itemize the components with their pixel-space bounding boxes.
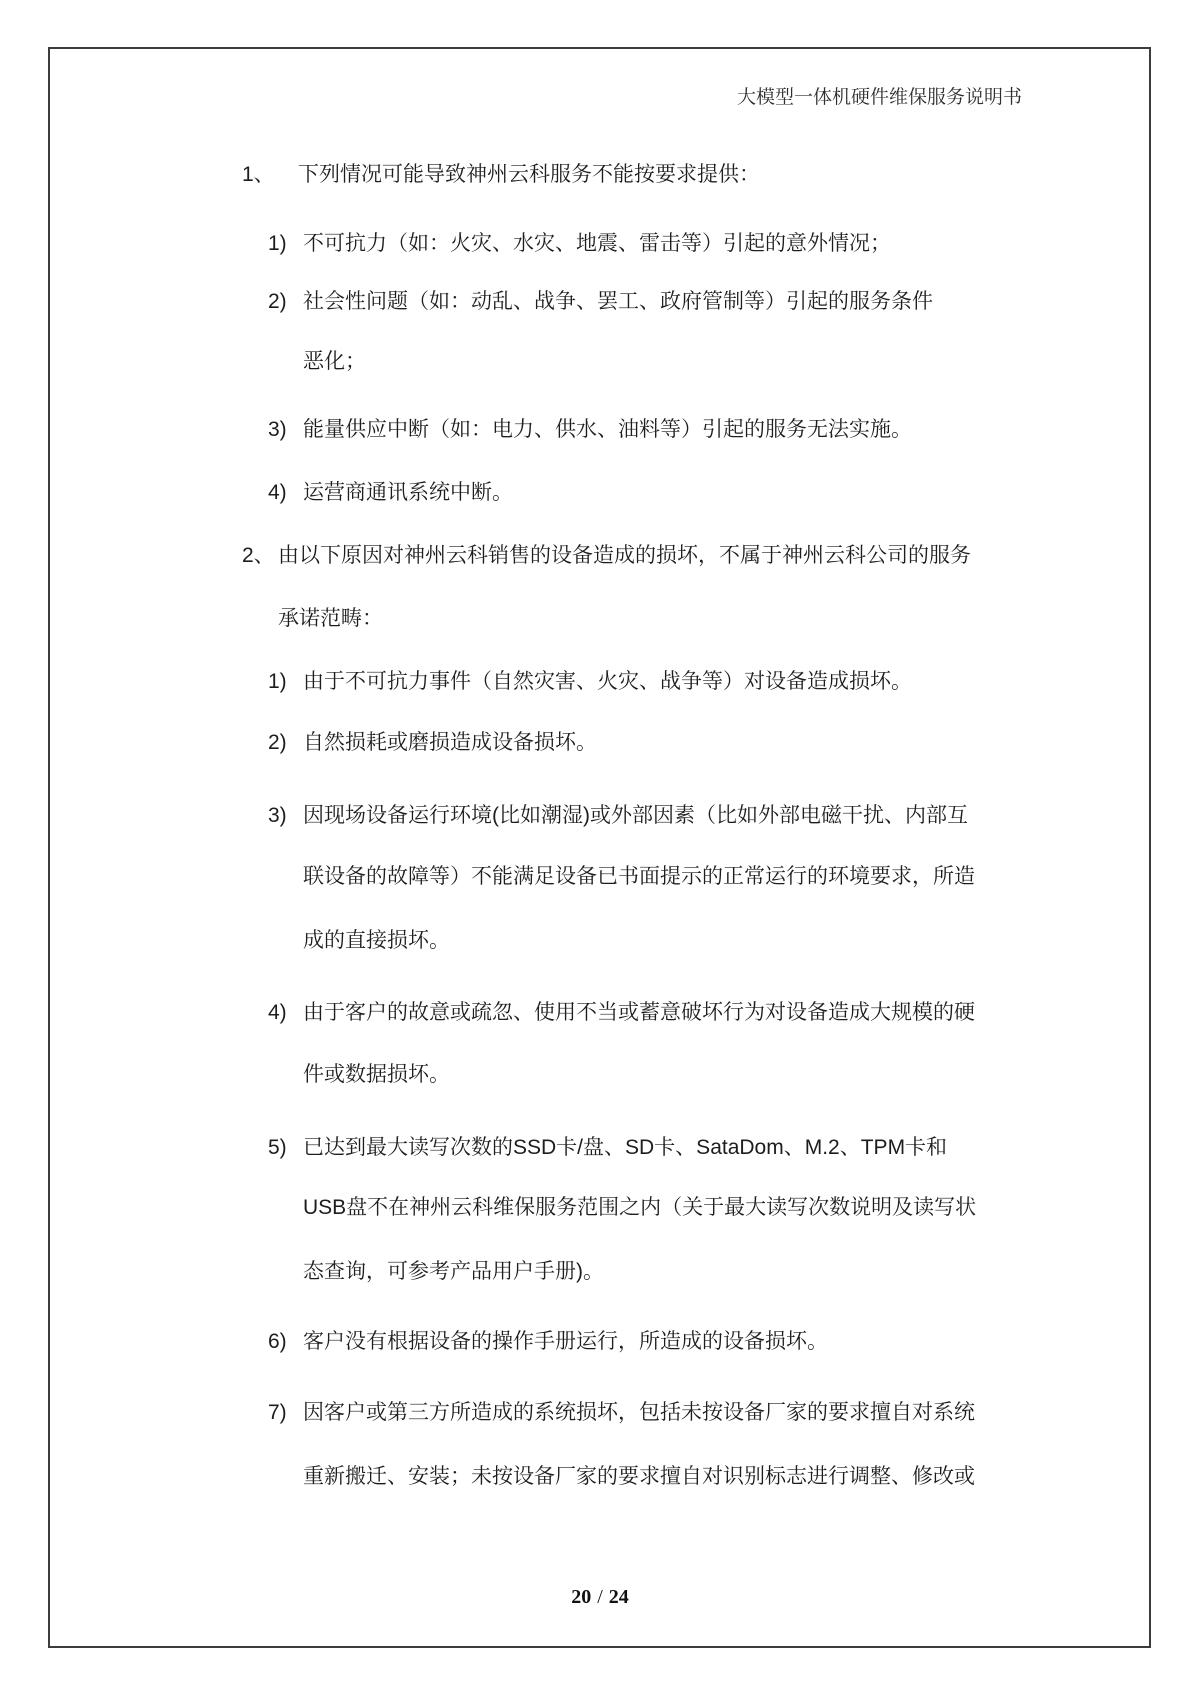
- list-item-number: 3): [268, 418, 287, 441]
- list-item-number: 3): [268, 804, 287, 827]
- list-item-text: 恶化；: [303, 350, 366, 373]
- list-item-number: 1): [268, 670, 287, 693]
- doc-line: [0, 604, 1200, 634]
- list-item-text: USB盘不在神州云科维保服务范围之内（关于最大读写次数说明及读写状: [303, 1196, 977, 1219]
- list-item-number: 4): [268, 481, 287, 504]
- doc-line: [0, 1257, 1200, 1287]
- list-item-text: 成的直接损坏。: [303, 929, 450, 952]
- doc-line: [0, 926, 1200, 956]
- list-item-text: 运营商通讯系统中断。: [303, 481, 513, 504]
- list-item-text: 态查询，可参考产品用户手册)。: [303, 1260, 604, 1283]
- doc-line: [0, 347, 1200, 377]
- list-item-text: 承诺范畴：: [278, 607, 383, 630]
- list-item-number: 1): [268, 232, 287, 255]
- document-header-title: 大模型一体机硬件维保服务说明书: [737, 87, 1023, 108]
- doc-line: [0, 229, 1200, 259]
- list-item-text: 因现场设备运行环境(比如潮湿)或外部因素（比如外部电磁干扰、内部互: [303, 804, 968, 827]
- doc-line: [0, 1193, 1200, 1223]
- doc-line: [0, 862, 1200, 892]
- list-item-text: 因客户或第三方所造成的系统损坏，包括未按设备厂家的要求擅自对系统: [303, 1401, 975, 1424]
- doc-line: [0, 728, 1200, 758]
- list-item-number: 1、: [242, 163, 275, 186]
- list-item-text: 由于不可抗力事件（自然灾害、火灾、战争等）对设备造成损坏。: [303, 670, 912, 693]
- list-item-text: 不可抗力（如：火灾、水灾、地震、雷击等）引起的意外情况；: [303, 232, 891, 255]
- doc-line: [0, 1398, 1200, 1428]
- footer-total-pages: 24: [608, 1586, 629, 1608]
- doc-line: [0, 1462, 1200, 1492]
- list-item-text: 重新搬迁、安装；未按设备厂家的要求擅自对识别标志进行调整、修改或: [303, 1465, 975, 1488]
- doc-line: [0, 415, 1200, 445]
- doc-line: [0, 160, 1200, 190]
- doc-line: [0, 287, 1200, 317]
- list-item-number: 2): [268, 731, 287, 754]
- list-item-text: 能量供应中断（如：电力、供水、油料等）引起的服务无法实施。: [303, 418, 912, 441]
- footer-current-page: 20: [571, 1586, 592, 1608]
- list-item-text: 由以下原因对神州云科销售的设备造成的损坏，不属于神州云科公司的服务: [278, 544, 971, 567]
- list-item-number: 4): [268, 1001, 287, 1024]
- list-item-text: 已达到最大读写次数的SSD卡/盘、SD卡、SataDom、M.2、TPM卡和: [303, 1136, 948, 1159]
- list-item-number: 5): [268, 1136, 287, 1159]
- page-number-footer: [0, 1582, 1200, 1612]
- list-item-number: 6): [268, 1330, 287, 1353]
- doc-line: [0, 478, 1200, 508]
- doc-line: [0, 1327, 1200, 1357]
- doc-line: [0, 541, 1200, 571]
- doc-line: [0, 1060, 1200, 1090]
- list-item-text: 客户没有根据设备的操作手册运行，所造成的设备损坏。: [303, 1330, 828, 1353]
- list-item-text: 联设备的故障等）不能满足设备已书面提示的正常运行的环境要求，所造: [303, 865, 975, 888]
- doc-line: [0, 667, 1200, 697]
- list-item-text: 社会性问题（如：动乱、战争、罢工、政府管制等）引起的服务条件: [303, 290, 933, 313]
- doc-line: [0, 998, 1200, 1028]
- list-item-text: 由于客户的故意或疏忽、使用不当或蓄意破坏行为对设备造成大规模的硬: [303, 1001, 975, 1024]
- list-item-number: 2、: [242, 544, 275, 567]
- doc-line: [0, 1133, 1200, 1163]
- doc-line: [0, 801, 1200, 831]
- list-item-number: 7): [268, 1401, 287, 1424]
- list-item-text: 自然损耗或磨损造成设备损坏。: [303, 731, 597, 754]
- list-item-number: 2): [268, 290, 287, 313]
- list-item-text: 件或数据损坏。: [303, 1063, 450, 1086]
- list-item-text: 下列情况可能导致神州云科服务不能按要求提供：: [298, 163, 760, 186]
- footer-page-separator: /: [597, 1586, 603, 1608]
